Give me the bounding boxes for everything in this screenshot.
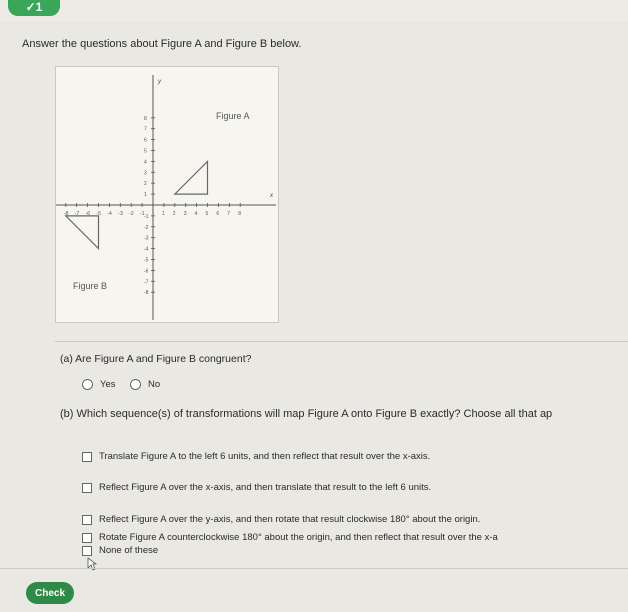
x-tick-label: 8 [238, 211, 241, 217]
progress-badge: ✓1 [8, 0, 60, 16]
y-axis-label: y [158, 79, 161, 85]
radio-yes[interactable] [82, 379, 93, 390]
checkbox-1[interactable] [82, 452, 92, 462]
y-tick-label: 6 [144, 137, 147, 144]
y-tick-label: -3 [144, 235, 149, 242]
x-tick-label: -2 [129, 211, 134, 217]
y-tick-label: 3 [144, 170, 147, 177]
x-tick-label: 5 [205, 211, 209, 217]
x-tick-label: -5 [96, 211, 101, 217]
y-tick-label: -7 [144, 279, 149, 286]
choice-1[interactable]: Translate Figure A to the left 6 units, and then reflect that result over the x-axis. [82, 451, 430, 462]
x-tick-label: -8 [63, 211, 69, 217]
instructions: Answer the questions about Figure A and Figure B below. [22, 38, 302, 50]
y-tick-label: 1 [144, 192, 147, 199]
option-no[interactable]: No [130, 379, 160, 390]
x-axis-label: x [270, 193, 273, 199]
x-tick-label: 6 [216, 211, 220, 217]
x-tick-label: 3 [183, 211, 187, 217]
x-tick-label: 4 [194, 211, 198, 217]
top-bar [0, 0, 628, 22]
check-button[interactable]: Check [26, 582, 74, 604]
choice-4[interactable]: Rotate Figure A counterclockwise 180° about the origin, and then reflect that result over the x-a [82, 532, 498, 543]
figure-b-shape [66, 216, 99, 249]
y-tick-label: -6 [144, 268, 149, 275]
coordinate-graph [55, 66, 279, 323]
x-tick-label: 1 [161, 211, 165, 217]
checkbox-3[interactable] [82, 515, 92, 525]
checkbox-4[interactable] [82, 533, 92, 543]
footer-divider [0, 568, 628, 569]
figure-b-label: Figure B [73, 281, 108, 291]
graph-canvas [56, 67, 278, 322]
y-tick-label: -5 [144, 257, 149, 264]
x-tick-label: -4 [107, 211, 112, 217]
x-tick-label: -3 [118, 211, 123, 217]
y-tick-label: -8 [144, 290, 149, 297]
x-tick-label: -6 [85, 211, 91, 217]
question-b-label: (b) Which sequence(s) of transformations will map Figure A onto Figure B exactly? Choose all that ap [60, 408, 553, 420]
checkbox-2[interactable] [82, 483, 92, 493]
y-tick-label: 4 [144, 159, 147, 166]
y-tick-label: 7 [144, 126, 147, 133]
y-tick-label: 8 [144, 115, 147, 122]
question-a-label: (a) Are Figure A and Figure B congruent? [60, 353, 252, 365]
choice-5[interactable]: None of these [82, 545, 158, 556]
y-tick-label: -4 [144, 246, 149, 253]
y-tick-label: -2 [144, 224, 149, 231]
y-tick-label: 2 [144, 181, 147, 188]
option-yes[interactable]: Yes [82, 379, 116, 390]
x-tick-label: -1 [140, 211, 145, 217]
y-tick-label: 5 [144, 148, 147, 155]
x-tick-label: 7 [227, 211, 231, 217]
radio-no[interactable] [130, 379, 141, 390]
x-tick-label: -7 [74, 211, 80, 217]
y-tick-label: -1 [144, 213, 149, 220]
x-tick-label: 2 [172, 211, 176, 217]
figure-a-label: Figure A [216, 111, 250, 121]
figure-a-shape [175, 161, 208, 194]
divider [55, 341, 628, 342]
checkbox-5[interactable] [82, 546, 92, 556]
choice-2[interactable]: Reflect Figure A over the x-axis, and then translate that result to the left 6 units. [82, 482, 431, 493]
choice-3[interactable]: Reflect Figure A over the y-axis, and then rotate that result clockwise 180° about the origin. [82, 514, 480, 525]
